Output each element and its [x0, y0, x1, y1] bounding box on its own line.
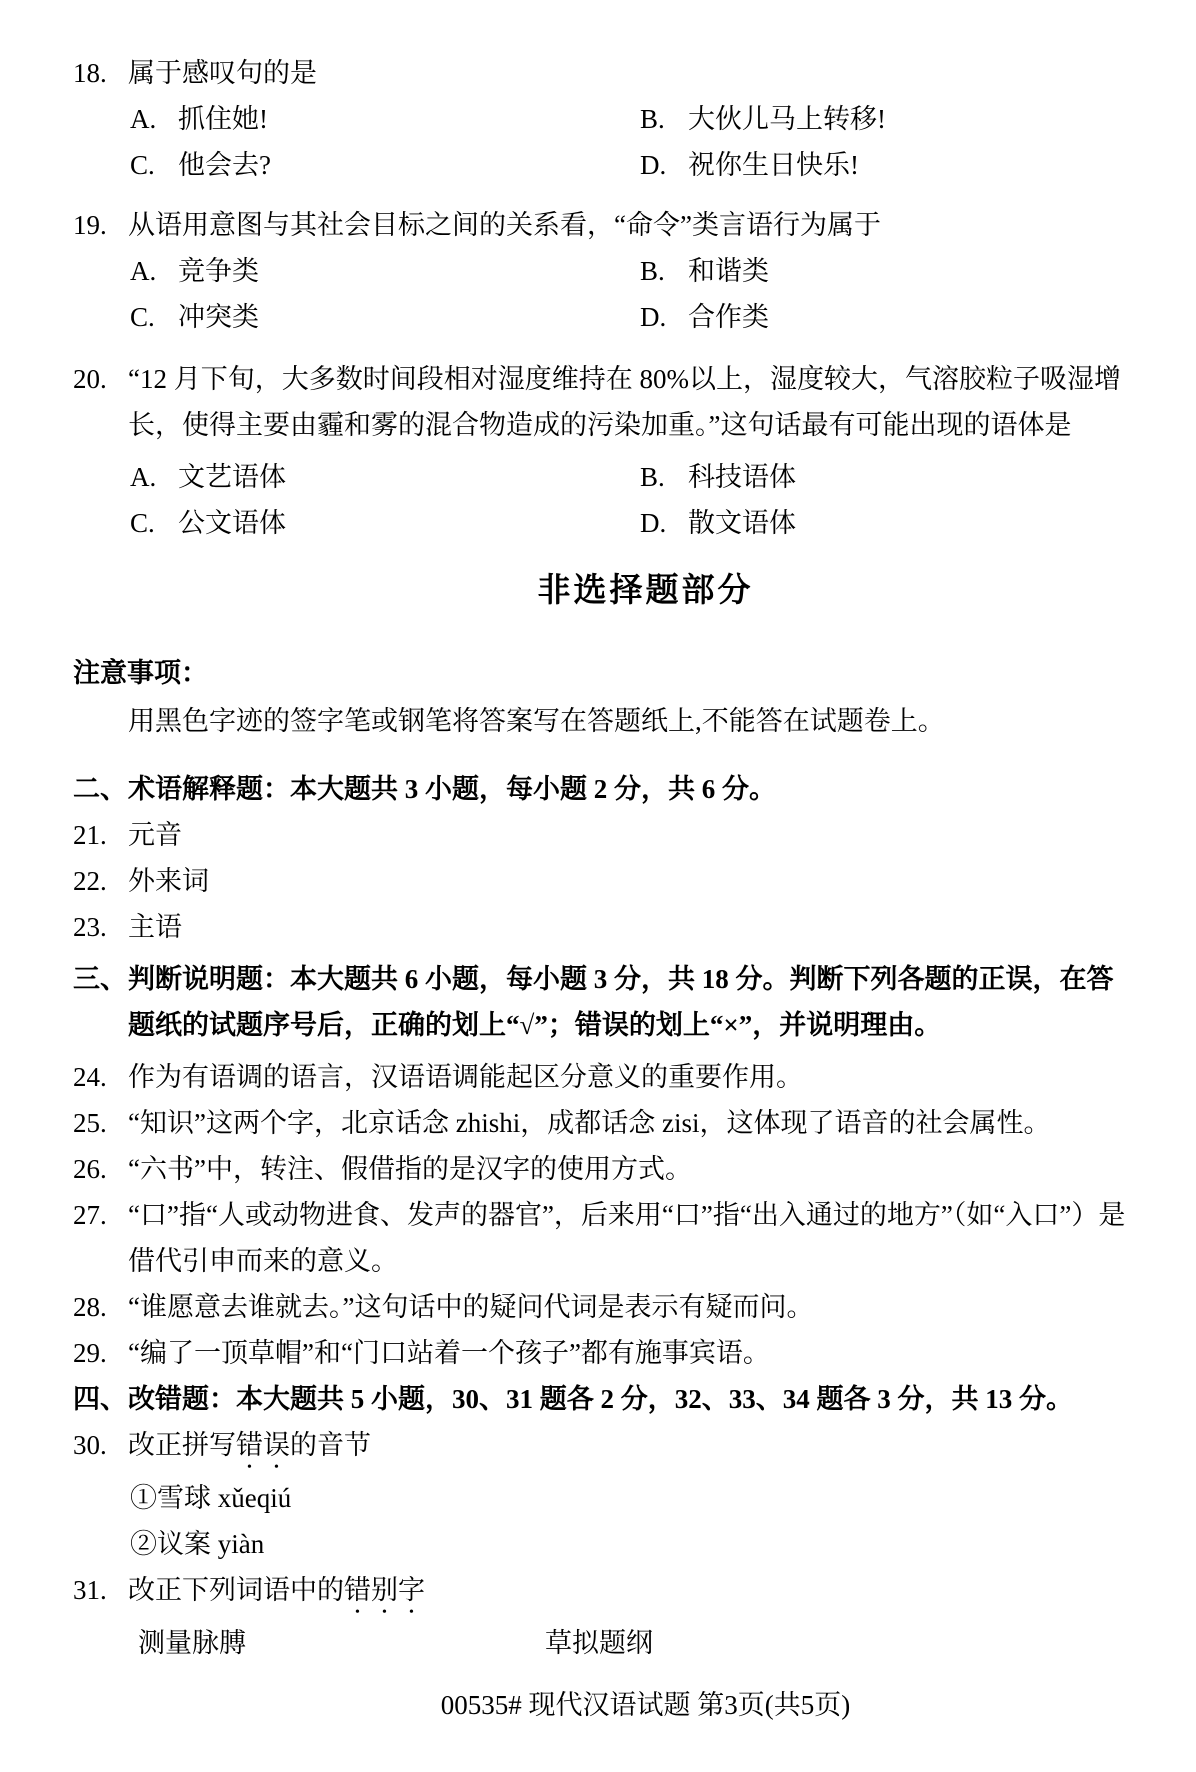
- option-text: 大伙儿马上转移!: [688, 104, 886, 134]
- notice-body: 用黑色字迹的签字笔或钢笔将答案写在答题纸上,不能答在试题卷上。: [128, 706, 945, 736]
- option-text: 科技语体: [688, 462, 796, 492]
- option-c: [130, 142, 640, 188]
- option-label: A.: [130, 256, 157, 286]
- term-item-21: [73, 812, 1138, 858]
- option-text: 散文语体: [688, 508, 796, 538]
- question-text: 元音: [128, 820, 182, 850]
- options-row: [130, 142, 1138, 188]
- section-heading-text: 术语解释题：本大题共 3 小题，每小题 2 分，共 6 分。: [128, 774, 776, 804]
- option-text: 竞争类: [178, 256, 259, 286]
- question-number: 18.: [73, 58, 107, 88]
- question-text: 改正下列词语中的错别字: [128, 1575, 425, 1605]
- option-b: [640, 454, 796, 500]
- section-number: 四、: [73, 1384, 127, 1414]
- question-number: 31.: [73, 1575, 107, 1605]
- option-text: 文艺语体: [178, 462, 286, 492]
- question-19: [73, 202, 1138, 340]
- judge-item-25: [73, 1100, 1138, 1146]
- option-c: [130, 294, 640, 340]
- question-text: 外来词: [128, 866, 209, 896]
- option-text: 祝你生日快乐!: [688, 150, 859, 180]
- question-text: 从语用意图与其社会目标之间的关系看，“命令”类言语行为属于: [128, 210, 881, 240]
- option-b: [640, 248, 769, 294]
- option-b: [640, 96, 886, 142]
- question-text: “谁愿意去谁就去。”这句话中的疑问代词是表示有疑而问。: [128, 1292, 814, 1322]
- section-heading-text: 判断说明题：本大题共 6 小题，每小题 3 分，共 18 分。判断下列各题的正误，在答题纸的试题序号后，正确的划上“√”；错误的划上“×”，并说明理由。: [128, 964, 1114, 1040]
- option-label: C.: [130, 508, 155, 538]
- section4-heading: [73, 1376, 1138, 1422]
- option-text: 合作类: [688, 302, 769, 332]
- question-18: [73, 50, 1138, 188]
- question-number: 27.: [73, 1200, 107, 1230]
- sub-item-1: ①雪球 xǔeqiú: [130, 1483, 292, 1513]
- section-number: 三、: [73, 964, 127, 994]
- question-text: 属于感叹句的是: [128, 58, 317, 88]
- option-d: [640, 294, 769, 340]
- judge-item-24: [73, 1054, 1138, 1100]
- option-label: D.: [640, 302, 667, 332]
- word-pair: [138, 1620, 1138, 1666]
- question-number: 24.: [73, 1062, 107, 1092]
- options-row: [130, 294, 1138, 340]
- options-row: [130, 96, 1138, 142]
- option-a: [130, 96, 640, 142]
- question-20: [73, 356, 1138, 546]
- question-number: 21.: [73, 820, 107, 850]
- question-text: 作为有语调的语言，汉语语调能起区分意义的重要作用。: [128, 1062, 803, 1092]
- options-row: [130, 500, 1138, 546]
- options-row: [130, 248, 1138, 294]
- judge-item-26: [73, 1146, 1138, 1192]
- emphasized-text: 错别字: [344, 1575, 425, 1605]
- question-number: 20.: [73, 364, 107, 394]
- option-a: [130, 454, 640, 500]
- question-number: 22.: [73, 866, 107, 896]
- section2-heading: [73, 766, 1138, 812]
- option-a: [130, 248, 640, 294]
- option-d: [640, 142, 859, 188]
- option-label: A.: [130, 104, 157, 134]
- notice-heading: 注意事项：: [73, 658, 208, 688]
- question-number: 23.: [73, 912, 107, 942]
- question-text: “知识”这两个字，北京话念 zhishi，成都话念 zisi，这体现了语音的社会属性。: [128, 1108, 1051, 1138]
- option-label: C.: [130, 150, 155, 180]
- option-label: B.: [640, 104, 665, 134]
- option-label: D.: [640, 508, 667, 538]
- question-text: “编了一顶草帽”和“门口站着一个孩子”都有施事宾语。: [128, 1338, 770, 1368]
- question-text: “六书”中，转注、假借指的是汉字的使用方式。: [128, 1154, 692, 1184]
- question-text: 改正拼写错误的音节: [128, 1430, 371, 1460]
- question-number: 25.: [73, 1108, 107, 1138]
- options-row: [130, 454, 1138, 500]
- correction-item-30: [73, 1422, 1138, 1475]
- judge-item-27: [73, 1192, 1138, 1284]
- judge-item-29: [73, 1330, 1138, 1376]
- question-number: 26.: [73, 1154, 107, 1184]
- option-text: 冲突类: [178, 302, 259, 332]
- option-text: 抓住她!: [178, 104, 268, 134]
- option-label: D.: [640, 150, 667, 180]
- option-text: 他会去?: [178, 150, 271, 180]
- option-label: A.: [130, 462, 157, 492]
- option-d: [640, 500, 796, 546]
- question-text: “12 月下旬，大多数时间段相对湿度维持在 80%以上，湿度较大，气溶胶粒子吸湿增长，使得主要由霾和雾的混合物造成的污染加重。”这句话最有可能出现的语体是: [128, 364, 1121, 440]
- option-text: 公文语体: [178, 508, 286, 538]
- word-pair-item: 测量脉膊: [138, 1628, 246, 1658]
- question-number: 29.: [73, 1338, 107, 1368]
- section-title: 非选择题部分: [537, 573, 754, 609]
- option-c: [130, 500, 640, 546]
- correction-item-31: [73, 1567, 1138, 1620]
- section3-heading: [73, 956, 1138, 1048]
- term-item-22: [73, 858, 1138, 904]
- option-label: C.: [130, 302, 155, 332]
- judge-item-28: [73, 1284, 1138, 1330]
- option-text: 和谐类: [688, 256, 769, 286]
- section-number: 二、: [73, 774, 127, 804]
- question-text: 主语: [128, 912, 182, 942]
- question-text: “口”指“人或动物进食、发声的器官”，后来用“口”指“出入通过的地方”（如“入口”）是借代引申而来的意义。: [128, 1200, 1126, 1276]
- question-number: 28.: [73, 1292, 107, 1322]
- section-heading-text: 改错题：本大题共 5 小题，30、31 题各 2 分，32、33、34 题各 3 分，共 13 分。: [128, 1384, 1073, 1414]
- page-footer: 00535# 现代汉语试题 第3页(共5页): [440, 1690, 851, 1720]
- term-item-23: [73, 904, 1138, 950]
- sub-item-2: ②议案 yiàn: [130, 1529, 265, 1559]
- word-pair-item: 草拟题纲: [545, 1628, 653, 1658]
- option-label: B.: [640, 462, 665, 492]
- option-label: B.: [640, 256, 665, 286]
- emphasized-text: 错误: [236, 1430, 290, 1460]
- question-number: 19.: [73, 210, 107, 240]
- question-number: 30.: [73, 1430, 107, 1460]
